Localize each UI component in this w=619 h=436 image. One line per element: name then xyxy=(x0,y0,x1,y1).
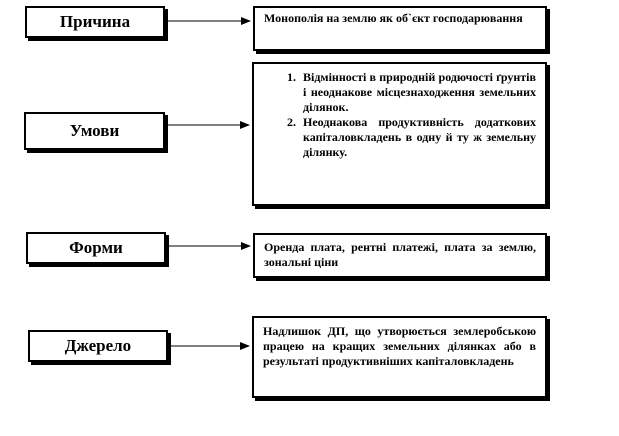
cause-label: Причина xyxy=(59,12,131,31)
conditions-label: Умови xyxy=(69,121,120,140)
source-description: Надлишок ДП, що утворюється землеробською працею на кращих земельних ділянках або в результаті продуктивніших капіталовкладень xyxy=(263,324,536,368)
cause-description: Монополія на землю як об`єкт господарювання xyxy=(264,11,523,25)
conditions-list-item: 2. Неоднакова продуктивність додаткових капіталовкладень в одну й ту ж земельну ділянку. xyxy=(299,115,536,160)
source-label: Джерело xyxy=(64,336,132,355)
conditions-list-item: 1. Відмінності в природній родючості ґрунтів і неоднакове місцезнаходження земельних ділянок. xyxy=(299,70,536,115)
forms-description: Оренда плата, рентні платежі, плата за землю, зональні ціни xyxy=(264,240,536,269)
forms-label: Форми xyxy=(69,238,123,257)
